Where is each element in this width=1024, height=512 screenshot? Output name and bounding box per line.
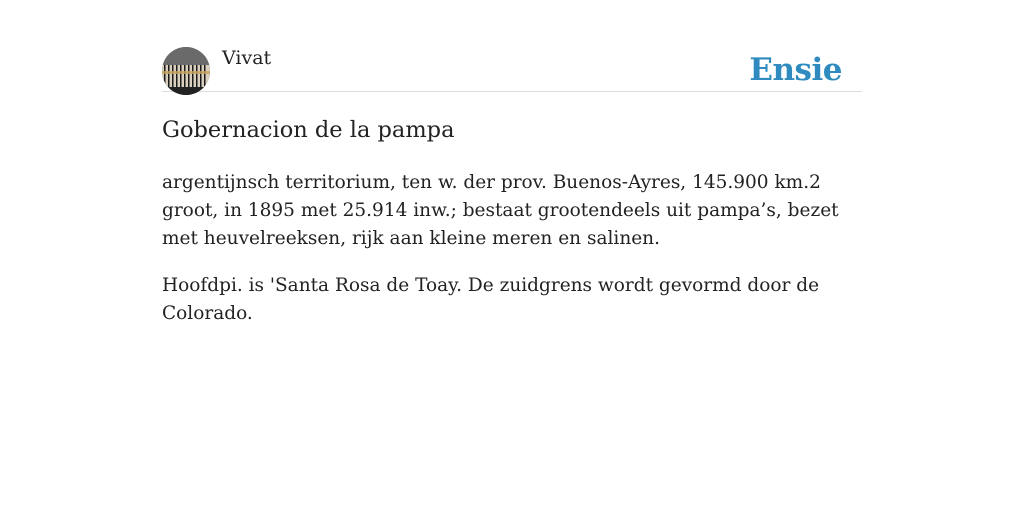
article-paragraph: Hoofdpi. is 'Santa Rosa de Toay. De zuidgrens wordt gevormd door de Colorado. bbox=[162, 275, 820, 324]
article-title: Gobernacion de la pampa bbox=[162, 117, 455, 143]
source-avatar[interactable] bbox=[162, 47, 210, 95]
article-container bbox=[162, 46, 862, 328]
book-spines-icon bbox=[162, 47, 210, 95]
source-name[interactable]: Vivat bbox=[222, 47, 272, 69]
brand-logo[interactable]: Ensie bbox=[749, 52, 842, 88]
article-paragraph: argentijnsch territorium, ten w. der prov. Buenos-Ayres, 145.900 km.2 groot, in 1895 met 25.914 inw.; bestaat grootendeels uit pampa’s, bezet met heuvelreeksen, rijk aan kleine meren en salinen. bbox=[162, 172, 839, 249]
article-header bbox=[162, 46, 862, 92]
